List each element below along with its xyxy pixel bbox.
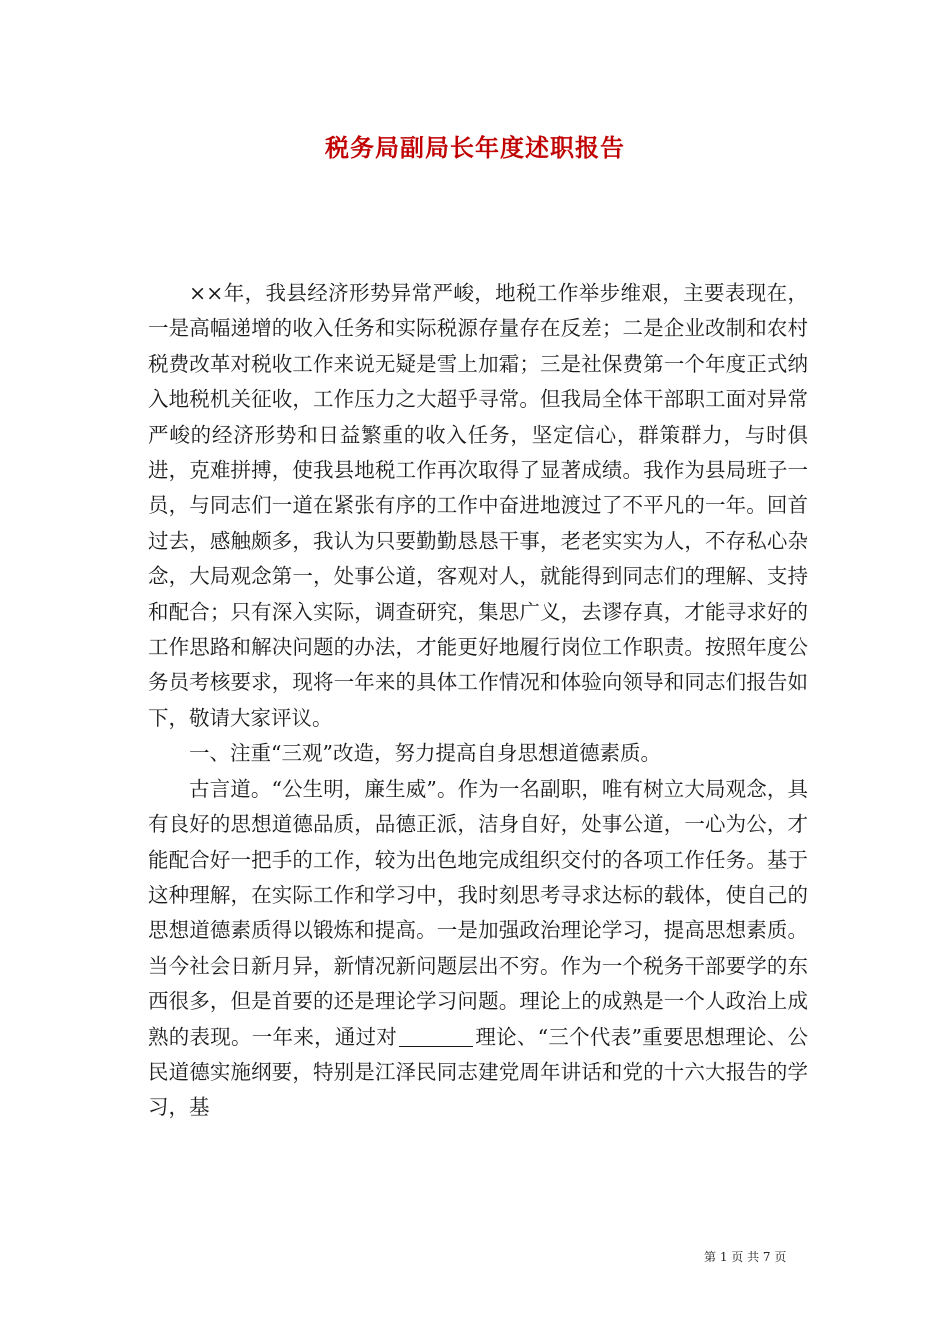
blank-underline (399, 1025, 473, 1047)
paragraph-intro: ××年，我县经济形势异常严峻，地税工作举步维艰，主要表现在，一是高幅递增的收入任务和实际税源存量存在反差；二是企业改制和农村税费改革对税收工作来说无疑是雪上加霜；三是社保费第一个年度正式纳入地税机关征收，工作压力之大超乎寻常。但我局全体干部职工面对异常严峻的经济形势和日益繁重的收入任务，坚定信心，群策群力，与时俱进，克难拼搏，使我县地税工作再次取得了显著成绩。我作为县局班子一员，与同志们一道在紧张有序的工作中奋进地渡过了不平凡的一年。回首过去，感触颇多，我认为只要勤勤恳恳干事，老老实实为人，不存私心杂念，大局观念第一，处事公道，客观对人，就能得到同志们的理解、支持和配合；只有深入实际，调查研究，集思广义，去谬存真，才能寻求好的工作思路和解决问题的办法，才能更好地履行岗位工作职责。按照年度公务员考核要求，现将一年来的具体工作情况和体验向领导和同志们报告如下，敬请大家评议。 (148, 281, 808, 730)
paragraph-section-1-text-a: 古言道。“公生明，廉生威”。作为一名副职，唯有树立大局观念，具有良好的思想道德品质，品德正派，洁身自好，处事公道，一心为公，才能配合好一把手的工作，较为出色地完成组织交付的各项工作任务。基于这种理解，在实际工作和学习中，我时刻思考寻求达标的载体，使自己的思想道德素质得以锻炼和提高。一是加强政治理论学习，提高思想素质。当今社会日新月异，新情况新问题层出不穷。作为一个税务干部要学的东西很多，但是首要的还是理论学习问题。理论上的成熟是一个人政治上成熟的表现。一年来，通过对 (148, 776, 808, 1049)
document-title: 税务局副局长年度述职报告 (325, 134, 625, 162)
section-heading-1: 一、注重“三观”改造，努力提高自身思想道德素质。 (189, 741, 661, 766)
paragraph-section-1 (148, 772, 808, 1126)
page-number-footer: 第 1 页 共 7 页 (704, 1250, 787, 1264)
paragraph-section-1-text-b: 理论、“三个代表”重要思想理论、公民道德实施纲要，特别是江泽民同志建党周年讲话和党的十六大报告的学习，基 (148, 1024, 808, 1120)
document-body (148, 276, 808, 1126)
